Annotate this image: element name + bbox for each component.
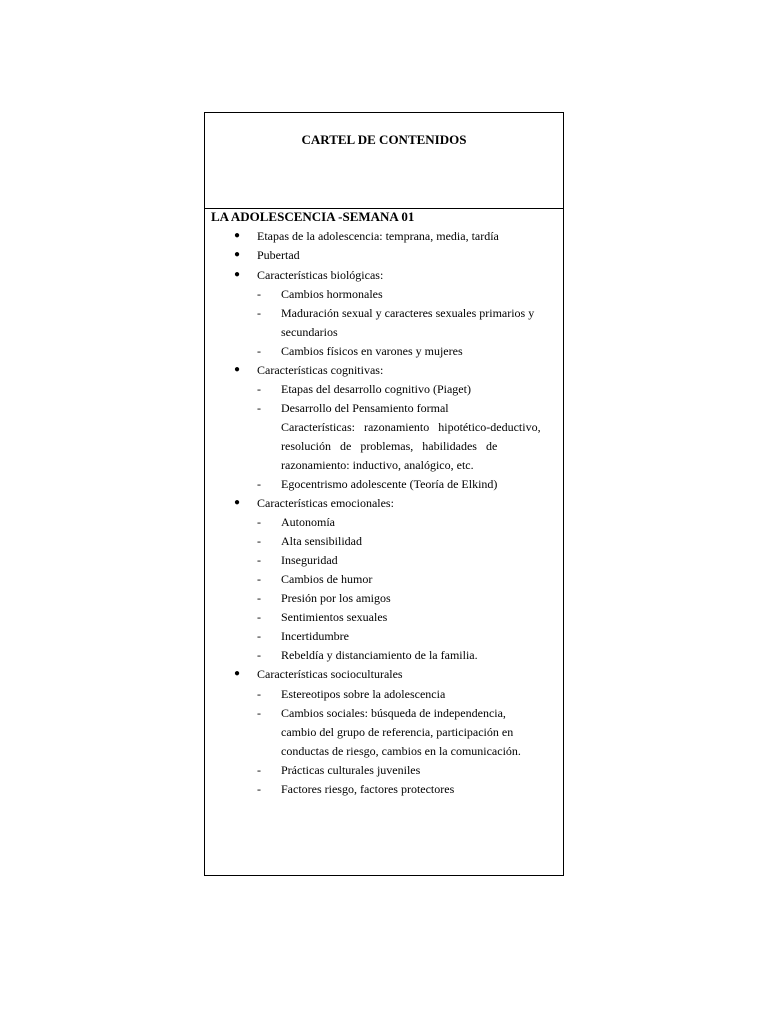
dash-icon: - — [257, 306, 261, 320]
dash-icon: - — [257, 477, 261, 491]
sub-list-item-continuation: cambio del grupo de referencia, participación en — [281, 725, 514, 739]
dash-icon: - — [257, 553, 261, 567]
sub-list-item-continuation: secundarios — [281, 325, 338, 339]
sub-list-item: Incertidumbre — [281, 629, 349, 643]
dash-icon: - — [257, 515, 261, 529]
sub-list-item: Prácticas culturales juveniles — [281, 763, 421, 777]
dash-icon: - — [257, 401, 261, 415]
table-header-cell — [205, 113, 563, 209]
paragraph-line: Características: razonamiento hipotético-deductivo, — [281, 420, 541, 434]
sub-list-item: Desarrollo del Pensamiento formal — [281, 401, 449, 415]
bullet-icon: ● — [234, 364, 241, 375]
sub-list-item-continuation: conductas de riesgo, cambios en la comunicación. — [281, 744, 521, 758]
dash-icon: - — [257, 572, 261, 586]
paragraph-line: razonamiento: inductivo, analógico, etc. — [281, 458, 474, 472]
list-item: Características emocionales: — [257, 496, 394, 510]
dash-icon: - — [257, 591, 261, 605]
sub-list-item: Cambios de humor — [281, 572, 373, 586]
sub-list-item: Alta sensibilidad — [281, 534, 362, 548]
sub-list-item: Maduración sexual y caracteres sexuales primarios y — [281, 306, 535, 320]
bullet-icon: ● — [234, 230, 241, 241]
bullet-icon: ● — [234, 668, 241, 679]
sub-list-item: Cambios hormonales — [281, 287, 383, 301]
dash-icon: - — [257, 687, 261, 701]
list-item: Pubertad — [257, 248, 300, 262]
dash-icon: - — [257, 629, 261, 643]
sub-list-item: Autonomía — [281, 515, 335, 529]
bullet-icon: ● — [234, 249, 241, 260]
content-table — [204, 112, 564, 876]
section-heading: LA ADOLESCENCIA -SEMANA 01 — [211, 209, 415, 224]
page-title: CARTEL DE CONTENIDOS — [301, 132, 467, 147]
sub-list-item: Cambios sociales: búsqueda de independencia, — [281, 706, 506, 720]
sub-list-item: Estereotipos sobre la adolescencia — [281, 687, 446, 701]
dash-icon: - — [257, 763, 261, 777]
sub-list-item: Presión por los amigos — [281, 591, 391, 605]
list-item: Etapas de la adolescencia: temprana, media, tardía — [257, 229, 499, 243]
list-item: Características biológicas: — [257, 268, 384, 282]
bullet-icon: ● — [234, 269, 241, 280]
dash-icon: - — [257, 610, 261, 624]
dash-icon: - — [257, 344, 261, 358]
sub-list-item: Sentimientos sexuales — [281, 610, 388, 624]
dash-icon: - — [257, 648, 261, 662]
sub-list-item: Rebeldía y distanciamiento de la familia. — [281, 648, 478, 662]
dash-icon: - — [257, 534, 261, 548]
dash-icon: - — [257, 382, 261, 396]
bullet-icon: ● — [234, 497, 241, 508]
sub-list-item: Etapas del desarrollo cognitivo (Piaget) — [281, 382, 471, 396]
sub-list-item: Egocentrismo adolescente (Teoría de Elkind) — [281, 477, 498, 491]
sub-list-item: Cambios físicos en varones y mujeres — [281, 344, 463, 358]
dash-icon: - — [257, 782, 261, 796]
sub-list-item: Factores riesgo, factores protectores — [281, 782, 455, 796]
dash-icon: - — [257, 706, 261, 720]
sub-list-item: Inseguridad — [281, 553, 338, 567]
dash-icon: - — [257, 287, 261, 301]
list-item: Características socioculturales — [257, 667, 403, 681]
list-item: Características cognitivas: — [257, 363, 384, 377]
paragraph-line: resolución de problemas, habilidades de — [281, 439, 498, 453]
